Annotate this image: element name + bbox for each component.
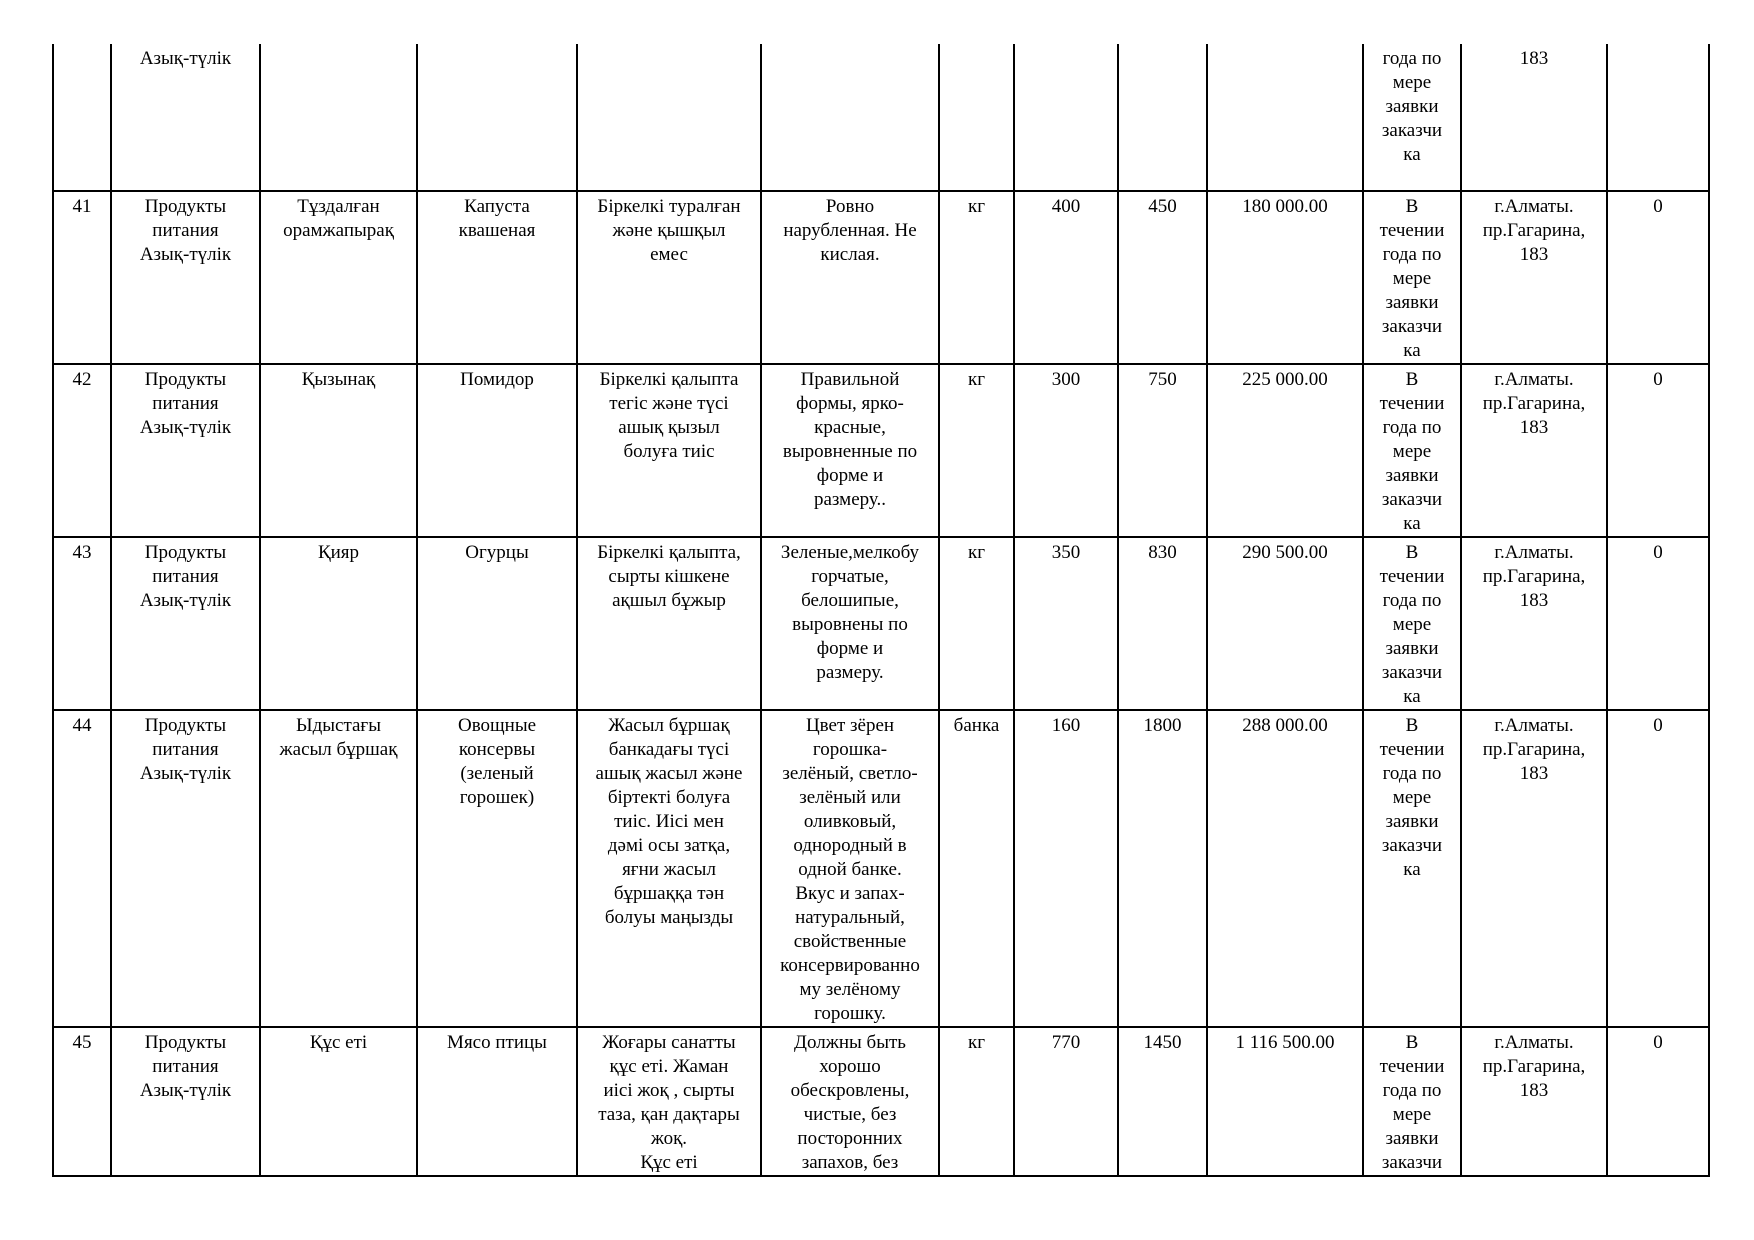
price-cell [1118,191,1207,364]
table-row [53,44,1709,191]
extra-text: 0 [1653,1032,1663,1053]
table-row [53,537,1709,710]
sum-cell [1207,364,1363,537]
row-number-text: 43 [72,542,92,563]
delivery-term-cell [1363,537,1461,710]
name-kz-cell [260,191,417,364]
quantity-text: 350 [1051,542,1081,563]
category-cell [111,44,260,191]
delivery-term-cell [1363,44,1461,191]
row-number-cell [53,364,111,537]
address-text: г.Алматы. пр.Гагарина, 183 [1482,715,1586,784]
unit-text: кг [967,542,986,563]
row-number-cell [53,710,111,1027]
description-kz-cell [577,537,761,710]
description-ru-cell [761,364,939,537]
price-cell [1118,710,1207,1027]
delivery-term-cell [1363,364,1461,537]
extra-cell [1607,364,1709,537]
unit-cell [939,191,1014,364]
quantity-text: 770 [1051,1032,1081,1053]
delivery-term-text: В течении года по мере заявки заказчи [1379,1032,1445,1173]
extra-text: 0 [1653,715,1663,736]
name-ru-cell [417,710,577,1027]
unit-cell [939,44,1014,191]
description-kz-cell [577,191,761,364]
price-cell [1118,537,1207,710]
sum-text: 180 000.00 [1242,196,1328,217]
unit-text: кг [967,196,986,217]
sum-cell [1207,710,1363,1027]
name-ru-cell [417,1027,577,1176]
extra-text: 0 [1653,542,1663,563]
unit-cell [939,1027,1014,1176]
category-text: Продукты питания Азық-түлік [139,715,232,784]
description-kz-text: Жасыл бұршақ банкадағы түсі ашық жасыл және біртекті болуға тиіс. Иісі мен дәмі осы затқа, яғни жасыл бұршаққа тән болуы маңызды [595,715,743,928]
unit-cell [939,537,1014,710]
description-kz-cell [577,1027,761,1176]
name-ru-text: Овощные консервы (зеленый горошек) [457,715,537,808]
table-row [53,710,1709,1027]
price-cell [1118,44,1207,191]
price-cell [1118,1027,1207,1176]
name-kz-text: Қияр [317,542,360,563]
quantity-cell [1014,44,1118,191]
description-kz-text: Біркелкі туралған және қышқыл емес [597,196,741,265]
description-ru-cell [761,537,939,710]
category-text: Азық-түлік [139,48,232,69]
description-kz-text: Біркелкі қалыпта, сырты кішкене ақшыл бұжыр [597,542,741,611]
delivery-term-text: В течении года по мере заявки заказчи ка [1379,715,1445,880]
sum-text: 225 000.00 [1242,369,1328,390]
category-cell [111,191,260,364]
row-number-cell [53,44,111,191]
name-ru-cell [417,537,577,710]
row-number-text: 45 [72,1032,92,1053]
extra-cell [1607,537,1709,710]
address-cell [1461,1027,1607,1176]
delivery-term-text: В течении года по мере заявки заказчи ка [1379,542,1445,707]
name-ru-text: Капуста квашеная [458,196,536,241]
description-ru-cell [761,44,939,191]
description-kz-cell [577,364,761,537]
name-ru-text: Мясо птицы [447,1032,547,1053]
category-text: Продукты питания Азық-түлік [139,1032,232,1101]
sum-text: 288 000.00 [1242,715,1328,736]
name-ru-cell [417,44,577,191]
table-row [53,364,1709,537]
category-cell [111,364,260,537]
unit-text: кг [967,369,986,390]
delivery-term-text: года по мере заявки заказчи ка [1381,48,1443,165]
address-cell [1461,364,1607,537]
price-text: 1450 [1143,1032,1182,1053]
description-kz-text: Жоғары санатты құс еті. Жаман иісі жоқ , сырты таза, қан дақтары жоқ. Құс еті [598,1032,740,1173]
description-ru-text: Должны быть хорошо обескровлены, чистые, без посторонних запахов, без [790,1032,910,1173]
address-cell [1461,191,1607,364]
quantity-cell [1014,191,1118,364]
extra-text: 0 [1653,196,1663,217]
name-kz-text: Ыдыстағы жасыл бұршақ [279,715,398,760]
unit-cell [939,710,1014,1027]
address-text: г.Алматы. пр.Гагарина, 183 [1482,1032,1586,1101]
address-cell [1461,710,1607,1027]
quantity-cell [1014,364,1118,537]
category-cell [111,537,260,710]
extra-cell [1607,44,1709,191]
category-text: Продукты питания Азық-түлік [139,369,232,438]
name-ru-cell [417,364,577,537]
table-row [53,191,1709,364]
description-kz-cell [577,44,761,191]
category-cell [111,1027,260,1176]
unit-text: кг [967,1032,986,1053]
quantity-text: 160 [1051,715,1081,736]
extra-cell [1607,191,1709,364]
category-text: Продукты питания Азық-түлік [139,196,232,265]
extra-text: 0 [1653,369,1663,390]
name-ru-cell [417,191,577,364]
description-ru-text: Ровно нарубленная. Не кислая. [783,196,917,265]
address-text: г.Алматы. пр.Гагарина, 183 [1482,196,1586,265]
name-kz-text: Құс еті [309,1032,368,1053]
name-kz-cell [260,537,417,710]
name-kz-cell [260,44,417,191]
quantity-cell [1014,1027,1118,1176]
row-number-cell [53,537,111,710]
description-ru-cell [761,191,939,364]
extra-cell [1607,1027,1709,1176]
sum-cell [1207,1027,1363,1176]
category-text: Продукты питания Азық-түлік [139,542,232,611]
row-number-text: 44 [72,715,92,736]
description-ru-text: Зеленые,мелкобу горчатые, белошипые, выровнены по форме и размеру. [780,542,920,683]
row-number-text: 41 [72,196,92,217]
row-number-text: 42 [72,369,92,390]
name-ru-text: Помидор [460,369,534,390]
quantity-text: 400 [1051,196,1081,217]
description-ru-cell [761,1027,939,1176]
price-text: 1800 [1143,715,1182,736]
name-kz-cell [260,364,417,537]
address-text: г.Алматы. пр.Гагарина, 183 [1482,542,1586,611]
description-ru-cell [761,710,939,1027]
sum-text: 1 116 500.00 [1235,1032,1335,1053]
row-number-cell [53,191,111,364]
unit-text: банка [953,715,1000,736]
address-cell [1461,537,1607,710]
table-row [53,1027,1709,1176]
delivery-term-cell [1363,191,1461,364]
description-kz-text: Біркелкі қалыпта тегіс және түсі ашық қызыл болуға тиіс [599,369,739,462]
address-cell [1461,44,1607,191]
sum-cell [1207,191,1363,364]
price-text: 830 [1148,542,1177,563]
sum-text: 290 500.00 [1242,542,1328,563]
price-text: 450 [1148,196,1177,217]
name-kz-text: Қызынақ [301,369,376,390]
name-kz-cell [260,1027,417,1176]
extra-cell [1607,710,1709,1027]
row-number-cell [53,1027,111,1176]
category-cell [111,710,260,1027]
unit-cell [939,364,1014,537]
delivery-term-text: В течении года по мере заявки заказчи ка [1379,369,1445,534]
name-kz-text: Тұздалған орамжапырақ [283,196,394,241]
sum-cell [1207,44,1363,191]
delivery-term-text: В течении года по мере заявки заказчи ка [1379,196,1445,361]
price-cell [1118,364,1207,537]
name-ru-text: Огурцы [465,542,529,563]
procurement-table [52,44,1710,1177]
name-kz-cell [260,710,417,1027]
quantity-cell [1014,710,1118,1027]
delivery-term-cell [1363,710,1461,1027]
description-ru-text: Правильной формы, ярко- красные, выровненные по форме и размеру.. [782,369,918,510]
address-text: г.Алматы. пр.Гагарина, 183 [1482,369,1586,438]
address-text: 183 [1519,48,1549,69]
quantity-cell [1014,537,1118,710]
delivery-term-cell [1363,1027,1461,1176]
sum-cell [1207,537,1363,710]
quantity-text: 300 [1051,369,1081,390]
description-ru-text: Цвет зёрен горошка- зелёный, светло- зелёный или оливковый, однородный в одной банке. Вкус и запах- натуральный, свойственные консервированно му зелёному горошку. [780,715,920,1024]
description-kz-cell [577,710,761,1027]
price-text: 750 [1148,369,1177,390]
